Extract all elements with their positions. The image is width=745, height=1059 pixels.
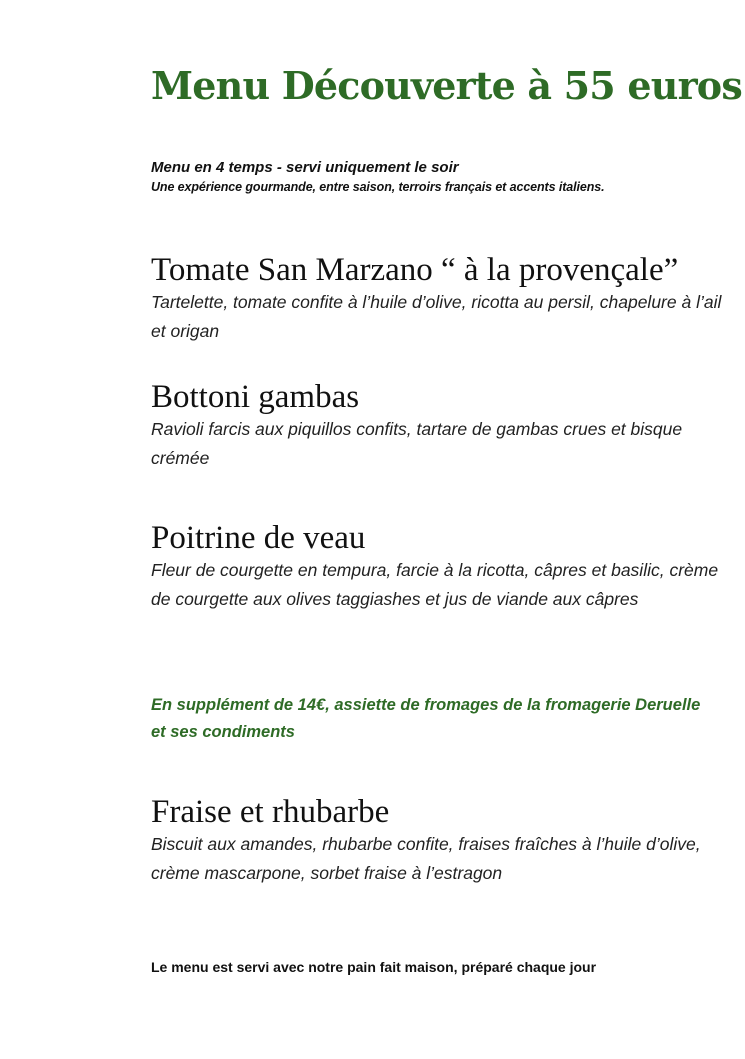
course-pasta xyxy=(151,379,731,473)
course-name: Poitrine de veau xyxy=(151,520,366,556)
course-name: Fraise et rhubarbe xyxy=(151,794,390,830)
course-description: Ravioli farcis aux piquillos confits, tartare de gambas crues et bisque crémée xyxy=(151,419,683,468)
bread-footer-note: Le menu est servi avec notre pain fait maison, préparé chaque jour xyxy=(151,959,597,975)
course-main xyxy=(151,520,731,614)
menu-title: Menu Découverte à 55 euros xyxy=(151,63,742,108)
menu-intro-description: Une expérience gourmande, entre saison, terroirs français et accents italiens. xyxy=(151,180,605,194)
menu-intro-subtitle: Menu en 4 temps - servi uniquement le soir xyxy=(151,159,459,176)
course-name: Tomate San Marzano “ à la provençale” xyxy=(151,252,679,288)
course-description: Tartelette, tomate confite à l’huile d’olive, ricotta au persil, chapelure à l’ail et origan xyxy=(151,292,722,341)
menu-intro xyxy=(151,157,605,197)
course-dessert xyxy=(151,794,731,888)
course-starter xyxy=(151,252,731,346)
cheese-supplement-note: En supplément de 14€, assiette de fromages de la fromagerie Deruelle et ses condiments xyxy=(151,696,701,741)
course-description: Biscuit aux amandes, rhubarbe confite, fraises fraîches à l’huile d’olive, crème mascarpone, sorbet fraise à l’estragon xyxy=(151,834,701,883)
course-name: Bottoni gambas xyxy=(151,379,360,415)
course-description: Fleur de courgette en tempura, farcie à la ricotta, câpres et basilic, crème de courgette aux olives taggiashes et jus de viande aux câpres xyxy=(151,560,719,609)
